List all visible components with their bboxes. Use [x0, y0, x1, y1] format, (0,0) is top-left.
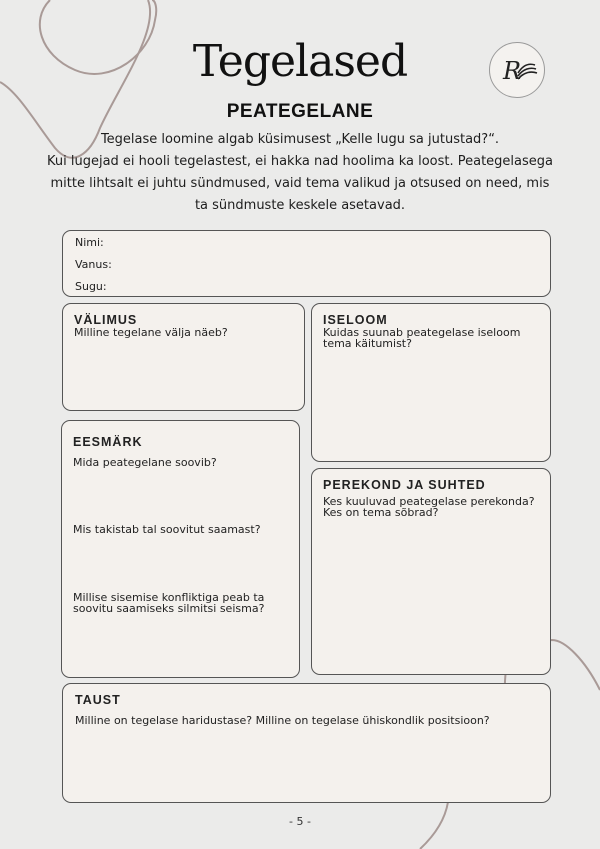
goal-heading: EESMÄRK [73, 435, 143, 449]
goal-question-1: Mida peategelane soovib? [73, 456, 217, 469]
family-question-line-2: Kes on tema sõbrad? [323, 506, 439, 519]
goal-question-3-line-2: soovitu saamiseks silmitsi seisma? [73, 602, 265, 615]
background-box[interactable] [62, 683, 551, 803]
background-heading: TAUST [75, 693, 121, 707]
family-heading: PEREKOND JA SUHTED [323, 478, 486, 492]
appearance-heading: VÄLIMUS [74, 313, 138, 327]
page-title: Tegelased [192, 36, 408, 87]
goal-question-3-line-1: Millise sisemise konfliktiga peab ta [73, 591, 265, 604]
goal-box[interactable] [61, 420, 300, 678]
appearance-box[interactable] [62, 303, 305, 411]
character-heading: ISELOOM [323, 313, 388, 327]
book-logo-icon [490, 43, 544, 97]
family-question-line-1: Kes kuuluvad peategelase perekonda? [323, 495, 535, 508]
character-box[interactable] [311, 303, 551, 462]
brand-logo [489, 42, 545, 98]
appearance-question: Milline tegelane välja näeb? [74, 326, 228, 339]
intro-line-3: mitte lihtsalt ei juhtu sündmused, vaid tema valikud ja otsused on need, mis [50, 176, 550, 191]
character-question-line-2: tema käitumist? [323, 337, 412, 350]
character-question-text-1: Kuidas suunab peategelase iseloom [323, 326, 521, 339]
intro-paragraph [40, 129, 560, 217]
basic-info-box [62, 230, 551, 297]
gender-field[interactable]: Sugu: [75, 280, 107, 293]
logo-letter: R [503, 57, 522, 85]
section-subtitle: PEATEGELANE [226, 101, 374, 122]
intro-line-1: Tegelase loomine algab küsimusest „Kelle lugu sa jutustad?“. [100, 132, 500, 147]
family-box[interactable] [311, 468, 551, 675]
age-field[interactable]: Vanus: [75, 258, 112, 271]
goal-question-2: Mis takistab tal soovitut saamast? [73, 523, 261, 536]
name-field[interactable]: Nimi: [75, 236, 104, 249]
background-question: Milline on tegelase haridustase? Milline on tegelase ühiskondlik positsioon? [75, 714, 490, 727]
intro-line-2: Kui lugejad ei hooli tegelastest, ei hakka nad hoolima ka loost. Peategelasega [47, 154, 553, 169]
intro-line-4: ta sündmuste keskele asetavad. [194, 198, 406, 213]
page-number: - 5 - [289, 815, 311, 828]
